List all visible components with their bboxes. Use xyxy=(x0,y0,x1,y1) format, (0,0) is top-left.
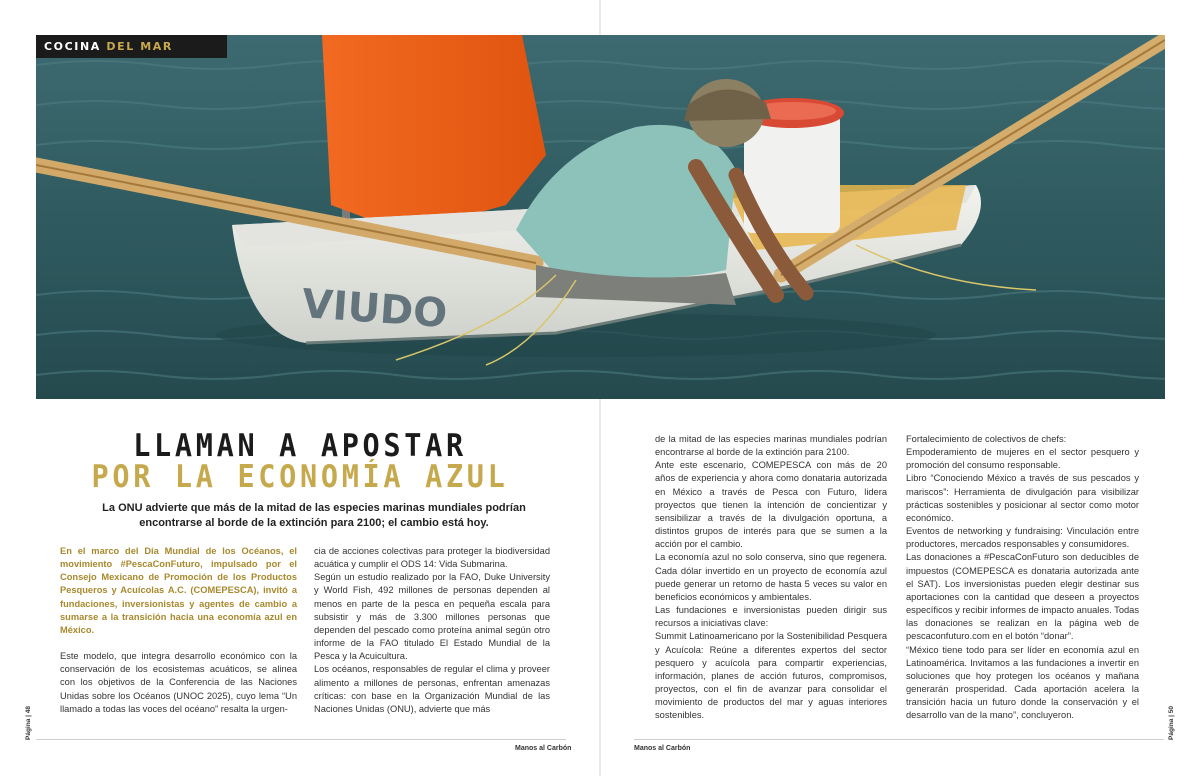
body-paragraph: de la mitad de las especies marinas mundiales podrían encontrarse al borde de la extinción para 2100. xyxy=(655,434,887,458)
body-paragraph: Este modelo, que integra desarrollo económico con la conservación de los ecosistemas acuáticos, se alinea con los objetivos de la Conferencia de las Naciones Unidas sobre los Océanos (UNOC 2025), cuyo lema “Un llamado a todas las voces del océano” resalta la urgen- xyxy=(60,651,297,714)
page-number-right: Página | 50 xyxy=(1168,706,1175,740)
footer-rule-right xyxy=(634,739,1164,740)
column-3 xyxy=(655,433,887,722)
body-paragraph: Fortalecimiento de colectivos de chefs: xyxy=(906,434,1067,444)
body-paragraph: Empoderamiento de mujeres en el sector pesquero y promoción del consumo responsable. xyxy=(906,447,1139,471)
body-paragraph: La economía azul no solo conserva, sino que regenera. Cada dólar invertido en un proyecto de economía azul puede generar un retorno de hasta 5 veces su valor en beneficios económicos y ambientales. xyxy=(655,552,887,602)
fisherman-boat-photo xyxy=(36,35,1165,399)
column-4 xyxy=(906,433,1139,722)
boat-lettering: VIUDO xyxy=(300,281,449,338)
section-tag-word-1: COCINA xyxy=(44,40,101,53)
body-paragraph: Los océanos, responsables de regular el clima y proveer alimento a millones de personas, enfrentan amenazas críticas: con base en la Organización Mundial de las Naciones Unidas (ONU), advierte que más xyxy=(314,664,550,714)
column-2 xyxy=(314,545,550,716)
body-paragraph: Las donaciones a #PescaConFuturo son deducibles de impuestos (COMEPESCA es donataria autorizada ante el SAT). Los inversionistas pueden elegir destinar sus aportaciones con la cantidad que deseen a proyectos específicos y recibir informes de impacto anuales. Todas las donaciones se realizan en la página web de pescaconfuturo.com en el botón “donar”. xyxy=(906,552,1139,642)
section-tag xyxy=(36,35,227,58)
body-paragraph: Libro “Conociendo México a través de sus pescados y mariscos”: Herramienta de divulgación para visibilizar prácticas sostenibles y posicionar al sector como motor económico. xyxy=(906,473,1139,523)
footer-publication-left: Manos al Carbón xyxy=(515,745,572,752)
body-paragraph: Las fundaciones e inversionistas pueden dirigir sus recursos a iniciativas clave: xyxy=(655,605,887,629)
body-paragraph: “México tiene todo para ser líder en economía azul en Latinoamérica. Invitamos a las fundaciones a invertir en soluciones que hoy protegen los océanos y mañana generarán prosperidad. Cada aportación acelera la transición hacia un futuro donde la conservación y el desarrollo van de la mano”, concluyeron. xyxy=(906,644,1139,721)
footer-publication-right: Manos al Carbón xyxy=(634,745,691,752)
section-tag-word-2: DEL MAR xyxy=(106,40,173,53)
lead-paragraph: La ONU advierte que más de la mitad de las especies marinas mundiales podrían encontrarse al borde de la extinción para 2100; el cambio está hoy. xyxy=(102,502,526,529)
body-paragraph: Eventos de networking y fundraising: Vinculación entre productores, mercados responsables y consumidores. xyxy=(906,526,1139,550)
body-paragraph: cia de acciones colectivas para proteger la biodiversidad acuática y cumplir el ODS 14: Vida Submarina. xyxy=(314,546,550,570)
body-paragraph: Summit Latinoamericano por la Sostenibilidad Pesquera y Acuícola: Reúne a diferentes expertos del sector pesquero y acuícola para compartir experiencias, información, planes de acción futuros, compromisos, proyectos, con el fin de avanzar para consolidar el movimiento de productos del mar y aguas interiores sostenibles. xyxy=(655,631,887,721)
headline-line-2: POR LA ECONOMÍA AZUL xyxy=(91,459,509,495)
column-1 xyxy=(60,545,297,716)
footer-rule-left xyxy=(36,739,566,740)
headline-line-1: LLAMAN A APOSTAR xyxy=(133,428,467,464)
body-paragraph: Ante este escenario, COMEPESCA con más de 20 años de experiencia y ahora como donataria autorizada en México a través de Pesca con Futuro, lidera proyectos que tienen la intención de concientizar y sensibilizar a través de la divulgación oportuna, a distintos grupos de interés para que se sumen a la acción por el cambio. xyxy=(655,460,887,550)
intro-paragraph: En el marco del Día Mundial de los Océanos, el movimiento #PescaConFuturo, impulsado por el Consejo Mexicano de Promoción de los Productos Pesqueros y Acuícolas A.C. (COMEPESCA), invitó a fundaciones, inversionistas y agentes de cambio a sumarse a la transición hacia una economía azul en México. xyxy=(60,546,297,635)
body-paragraph: Según un estudio realizado por la FAO, Duke University y World Fish, 492 millones de personas dependen al menos en parte de la pesca en pequeña escala para subsistir y más de 3.300 millones personas que dependen del pescado como proteína animal según otro informe de la FAO titulado El Estado Mundial de la Pesca y la Acuicultura. xyxy=(314,572,550,662)
page-number-left: Página | 48 xyxy=(25,706,32,740)
